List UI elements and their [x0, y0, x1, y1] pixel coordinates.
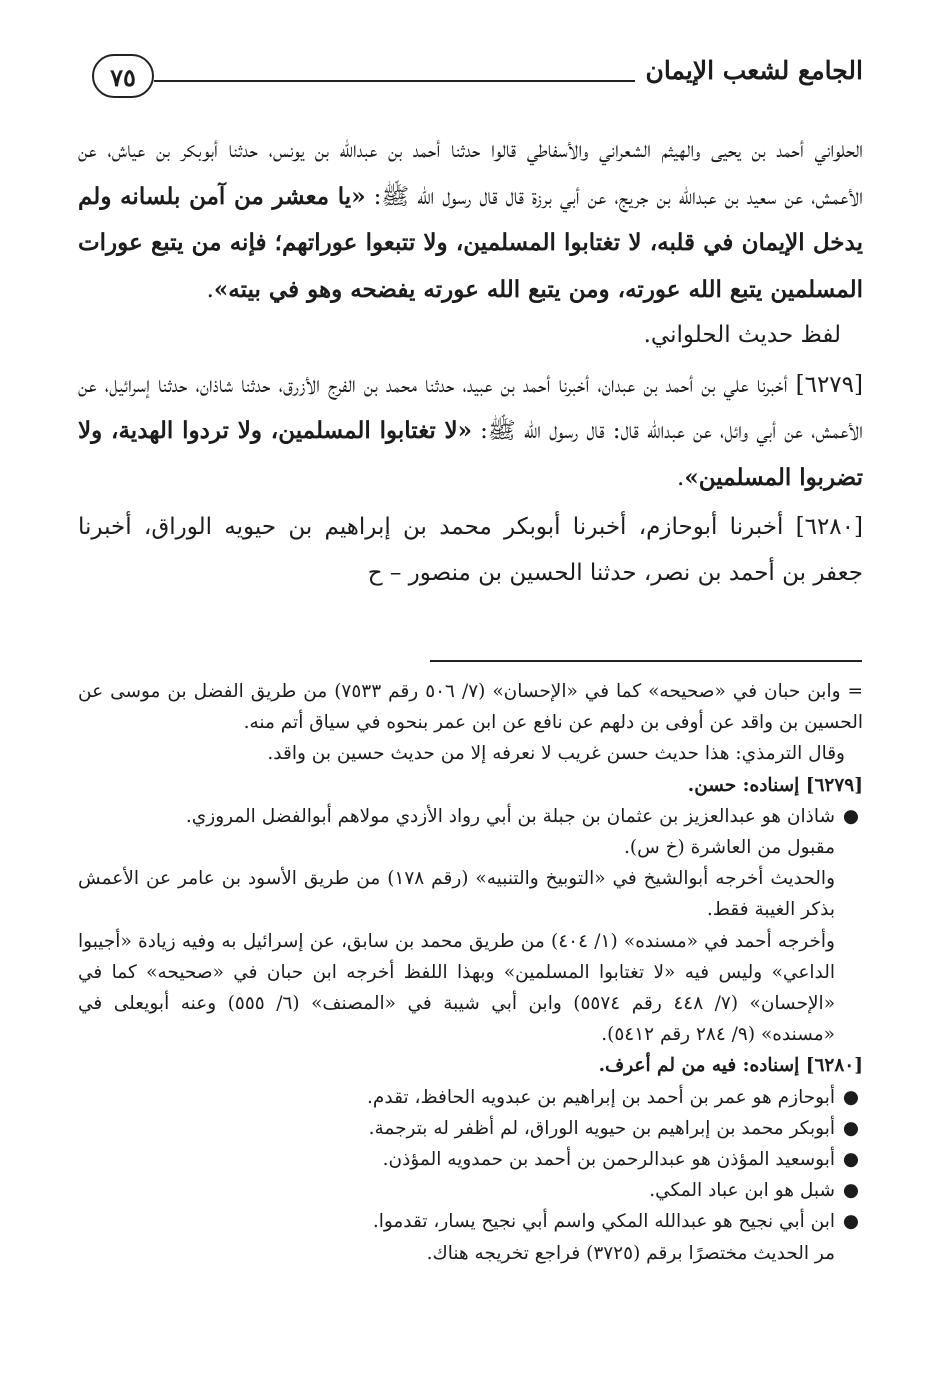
- footnote-line: مقبول من العاشرة (خ س).: [624, 837, 835, 859]
- footnote-bullet: [78, 1206, 863, 1237]
- isnad-text: [٦٢٧٩] أخبرنا علي بن أحمد بن عبدان، أخبرنا أحمد بن عبيد، حدثنا محمد بن الفرج الأزرق، حدثنا شاذان، حدثنا إسرائيل، عن الأعمش، عن أبي وائل، عن عبدالله قال: قال رسول الله ﷺ:: [78, 371, 863, 444]
- isnad-text: الحلواني أحمد بن يحيى والهيثم الشعراني والأسفاطي قالوا حدثنا أحمد بن عبدالله بن يونس، حدثنا أبوبكر بن عياش، عن الأعمش، عن سعيد بن عبدالله بن جريج، عن أبي برزة قال قال رسول الله ﷺ:: [78, 137, 864, 210]
- matn-text: «لا تغتابوا المسلمين، ولا تردوا الهدية، ولا تضربوا المسلمين»: [78, 417, 863, 491]
- page-number: ٧٥: [92, 54, 154, 98]
- footnote-heading-6279: [٦٢٧٩] إسناده: حسن.: [687, 774, 863, 796]
- footnote-bullet: [78, 801, 863, 832]
- bullet-text: أبوسعيد المؤذن هو عبدالرحمن بن أحمد بن حمدويه المؤذن.: [382, 1149, 835, 1171]
- running-title: الجامع لشعب الإيمان: [635, 56, 863, 85]
- footnote-line: وقال الترمذي: هذا حديث حسن غريب لا نعرفه إلا من حديث حسين بن واقد.: [267, 743, 845, 765]
- footnote-bullet: [78, 1113, 863, 1144]
- footnote-line: والحديث أخرجه أبوالشيخ في «التوبيخ والتنبيه» (رقم ١٧٨) من طريق الأسود بن عامر عن الأعمش بذكر الغيبة فقط.: [78, 868, 836, 921]
- matn-text: «يا معشر من آمن بلسانه ولم يدخل الإيمان في قلبه، لا تغتابوا المسلمين، ولا تتبعوا عوراتهم؛ فإنه من يتبع عورات المسلمين يتبع الله عورته، ومن يتبع الله عورته يفضحه وهو في بيته»: [78, 182, 863, 303]
- bullet-text: شاذان هو عبدالعزيز بن عثمان بن جبلة بن أبي رواد الأزدي مولاهم أبوالفضل المروزي.: [185, 805, 835, 827]
- bullet-icon: ●: [842, 805, 859, 827]
- hadith-6280: [٦٢٨٠] أخبرنا أبوحازم، أخبرنا أبوبكر محمد بن إبراهيم بن حيويه الوراق، أخبرنا جعفر بن أحمد بن نصر، حدثنا الحسين بن منصور – ح: [78, 514, 863, 586]
- footnote-bullet: [78, 1082, 863, 1113]
- page-header: [92, 50, 863, 110]
- bullet-icon: ●: [842, 1117, 859, 1139]
- bullet-icon: ●: [842, 1211, 859, 1233]
- hadith-paragraph: [78, 128, 863, 313]
- period: .: [677, 464, 685, 491]
- footnote-bullet: [78, 1144, 863, 1175]
- bullet-text: ابن أبي نجيح هو عبدالله المكي واسم أبي نجيح يسار، تقدموا.: [372, 1211, 835, 1233]
- footnotes: [78, 676, 863, 1269]
- footnote-continuation: = وابن حبان في «صحيحه» كما في «الإحسان» (٧/ ٥٠٦ رقم ٧٥٣٣) من طريق الفضل بن موسى عن الحسين بن واقد عن أوفى بن دلهم عن نافع عن ابن عمر بنحوه في سياق أتم منه.: [78, 681, 863, 734]
- wording-note: لفظ حديث الحلواني.: [643, 322, 841, 348]
- bullet-icon: ●: [842, 1149, 859, 1171]
- footnote-separator: [430, 660, 862, 662]
- hadith-6279: [78, 363, 863, 502]
- bullet-icon: ●: [842, 1086, 859, 1108]
- bullet-icon: ●: [842, 1180, 859, 1202]
- footnote-bullet: [78, 1175, 863, 1206]
- header-rule: [154, 80, 713, 82]
- footnote-line: وأخرجه أحمد في «مسنده» (١/ ٤٠٤) من طريق محمد بن سابق، عن إسرائيل به وفيه زيادة «أجيبوا الداعي» وليس فيه «لا تغتابوا المسلمين» وبهذا اللفظ أخرجه ابن حبان في «صحيحه» كما في «الإحسان» (٧/ ٤٤٨ رقم ٥٥٧٤) وابن أبي شيبة في «المصنف» (٦/ ٥٥٥) وعنه أبويعلى في «مسنده» (٩/ ٢٨٤ رقم ٥٤١٢).: [78, 930, 836, 1046]
- main-text: [78, 128, 863, 596]
- bullet-text: أبوحازم هو عمر بن أحمد بن إبراهيم بن عبدويه الحافظ، تقدم.: [367, 1086, 835, 1108]
- footnote-line: مر الحديث مختصرًا برقم (٣٧٢٥) فراجع تخريجه هناك.: [426, 1242, 835, 1264]
- period: .: [206, 276, 214, 303]
- bullet-text: أبوبكر محمد بن إبراهيم بن حيويه الوراق، لم أظفر له بترجمة.: [368, 1117, 835, 1139]
- footnote-heading-6280: [٦٢٨٠] إسناده: فيه من لم أعرف.: [598, 1055, 863, 1077]
- bullet-text: شبل هو ابن عباد المكي.: [649, 1180, 835, 1202]
